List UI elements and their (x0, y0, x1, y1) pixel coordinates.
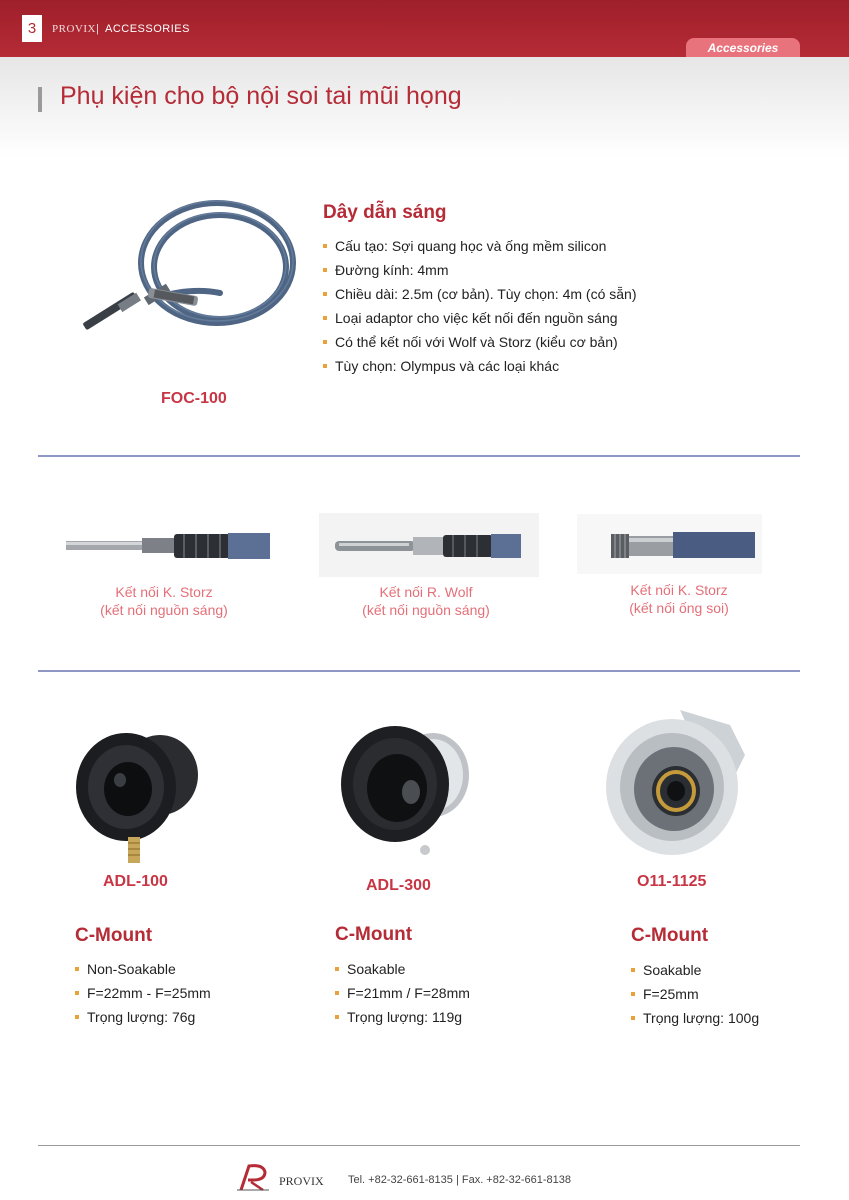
connector-subtitle: (kết nối ống soi) (629, 600, 729, 616)
wolf-light-connector-image (319, 513, 539, 577)
list-item: F=21mm / F=28mm (335, 981, 470, 1005)
list-item: F=22mm - F=25mm (75, 981, 211, 1005)
list-item: Non-Soakable (75, 957, 211, 981)
title-accent-bar (38, 87, 42, 112)
list-item: Trọng lượng: 100g (631, 1006, 759, 1030)
light-guide-heading: Dây dẫn sáng (323, 202, 447, 223)
connector-name: Kết nối R. Wolf (379, 584, 473, 600)
list-item: Soakable (631, 958, 759, 982)
connector-name: Kết nối K. Storz (115, 584, 213, 600)
provix-logo-icon (235, 1162, 271, 1195)
light-guide-cable-image (70, 195, 300, 345)
adl-300-model: ADL-300 (366, 877, 431, 894)
list-item: Đường kính: 4mm (323, 258, 637, 282)
list-item: F=25mm (631, 982, 759, 1006)
list-item: Loại adaptor cho việc kết nối đến nguồn sáng (323, 306, 637, 330)
connector-caption-1 (84, 583, 244, 619)
list-item: Trọng lượng: 119g (335, 1005, 470, 1029)
connector-caption-3 (599, 581, 759, 617)
footer-divider (38, 1145, 800, 1146)
adl-300-adapter-image (335, 720, 475, 860)
page-title: Phụ kiện cho bộ nội soi tai mũi họng (60, 82, 462, 110)
list-item: Có thể kết nối với Wolf và Storz (kiểu cơ bản) (323, 330, 637, 354)
connector-subtitle: (kết nối nguồn sáng) (362, 602, 490, 618)
header-brand: PROVIX (52, 23, 96, 35)
light-guide-specs (323, 234, 637, 378)
section-divider (38, 670, 800, 672)
connector-caption-2 (346, 583, 506, 619)
section-tab[interactable]: Accessories (686, 38, 800, 57)
list-item: Soakable (335, 957, 470, 981)
adl-100-adapter-image (70, 725, 210, 870)
list-item: Cấu tạo: Sợi quang học và ống mềm silicon (323, 234, 637, 258)
footer-contact: Tel. +82-32-661-8135 | Fax. +82-32-661-8138 (348, 1174, 572, 1186)
mount-1-type: C-Mount (75, 925, 153, 946)
mount-2-specs (335, 957, 470, 1029)
list-item: Tùy chọn: Olympus và các loại khác (323, 354, 637, 378)
storz-scope-connector-image (577, 514, 762, 574)
mount-2-type: C-Mount (335, 924, 413, 945)
storz-light-connector-image (66, 528, 272, 564)
connector-subtitle: (kết nối nguồn sáng) (100, 602, 228, 618)
header-separator: | (96, 23, 99, 35)
connector-name: Kết nối K. Storz (630, 582, 728, 598)
mount-1-specs (75, 957, 211, 1029)
o11-1125-adapter-image (600, 705, 750, 865)
mount-3-specs (631, 958, 759, 1030)
section-divider (38, 455, 800, 457)
adl-100-model: ADL-100 (103, 873, 168, 890)
page-number: 3 (22, 15, 42, 42)
header-section: ACCESSORIES (105, 23, 190, 35)
mount-3-type: C-Mount (631, 925, 709, 946)
list-item: Chiều dài: 2.5m (cơ bản). Tùy chọn: 4m (có sẵn) (323, 282, 637, 306)
footer-brand: PROVIX (279, 1174, 324, 1188)
o11-1125-model: O11-1125 (637, 873, 707, 890)
light-guide-model: FOC-100 (161, 390, 227, 407)
list-item: Trọng lượng: 76g (75, 1005, 211, 1029)
